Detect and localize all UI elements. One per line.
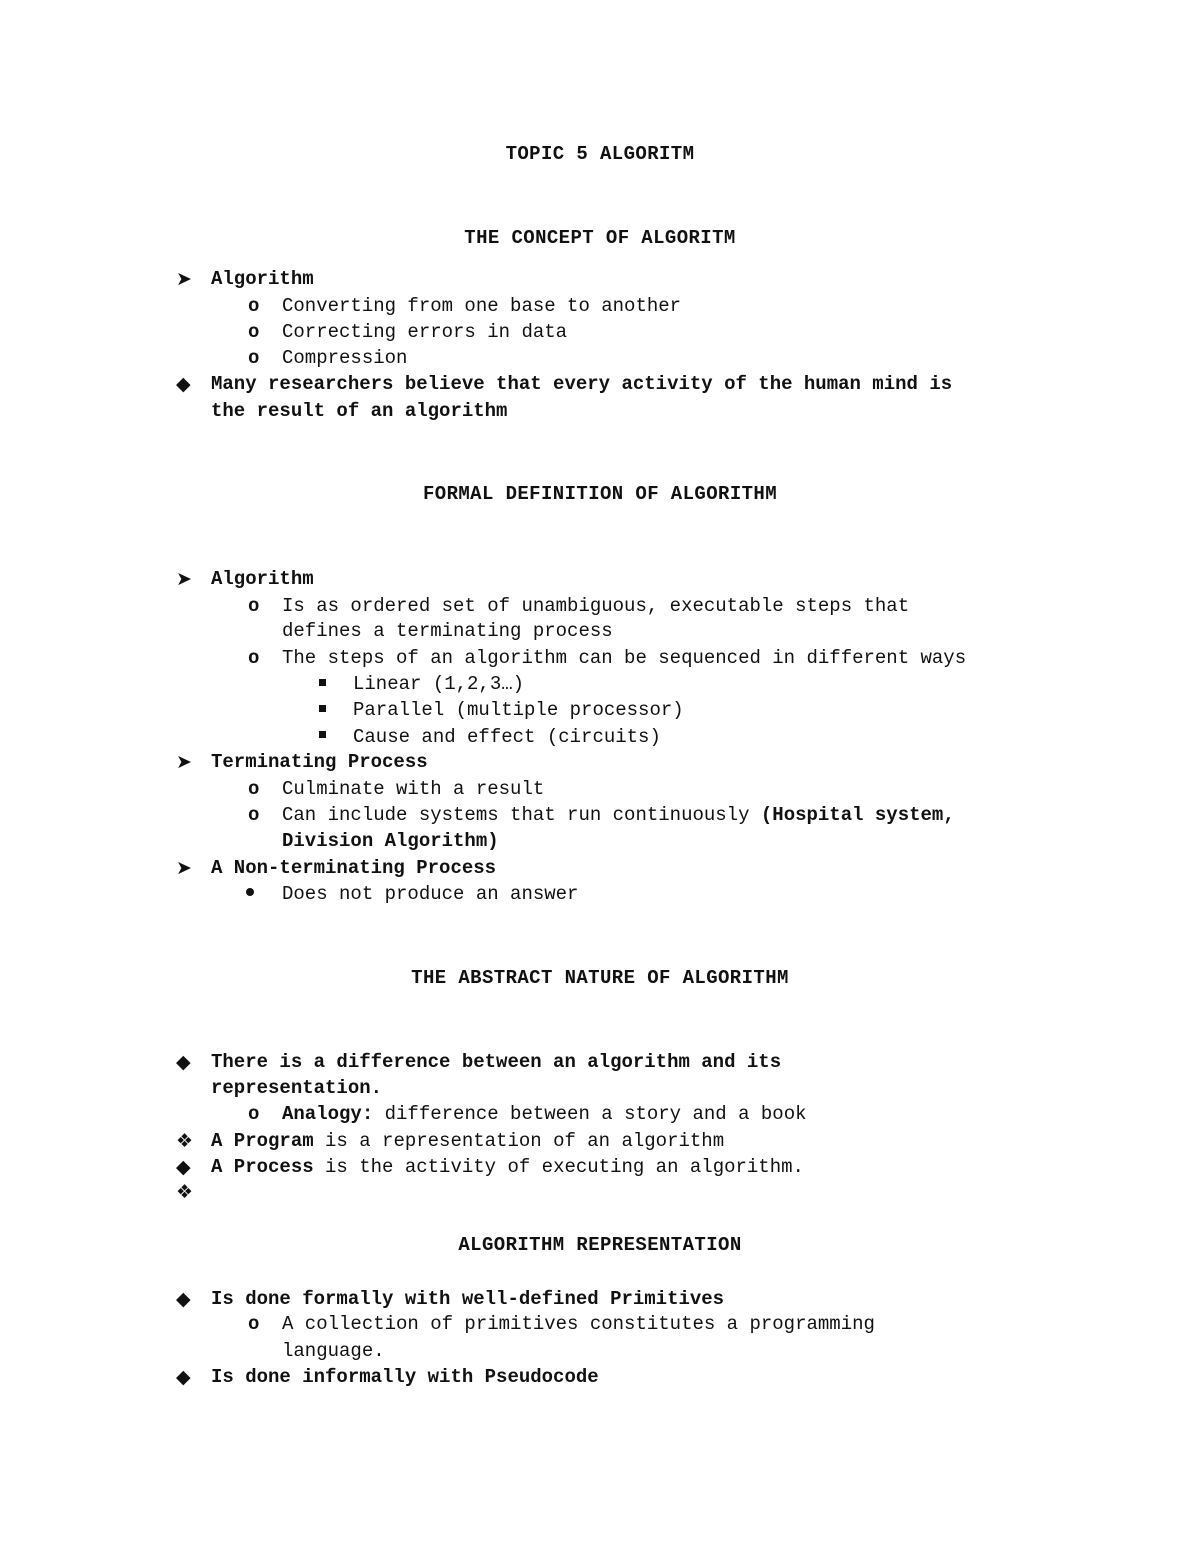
hollow-o-bullet-icon: o (248, 321, 260, 343)
list-item-continuation: Division Algorithm) (282, 830, 499, 852)
list-item: The steps of an algorithm can be sequenced in different ways (282, 647, 967, 669)
arrowhead-bullet-icon: ➤ (176, 568, 192, 590)
statement-line: There is a difference between an algorithm and its (211, 1051, 782, 1073)
statement-emphasis: A Process (211, 1156, 314, 1178)
list-item: Is as ordered set of unambiguous, executable steps that (282, 595, 910, 617)
list-item-continuation: language. (282, 1340, 385, 1362)
section-heading-abstract-nature: THE ABSTRACT NATURE OF ALGORITHM (411, 967, 789, 989)
hollow-o-bullet-icon: o (248, 1313, 260, 1335)
list-item: Does not produce an answer (282, 883, 579, 905)
round-bullet-icon (246, 888, 254, 896)
item-label: Terminating Process (211, 751, 428, 773)
square-bullet-icon (319, 731, 326, 738)
list-item: Parallel (multiple processor) (353, 699, 684, 721)
statement-text: is the activity of executing an algorithm. (325, 1156, 804, 1178)
diamond-bullet-icon: ◆ (176, 1366, 191, 1388)
hollow-o-bullet-icon: o (248, 1103, 260, 1125)
hollow-o-bullet-icon: o (248, 295, 260, 317)
section-heading-concept: THE CONCEPT OF ALGORITM (464, 227, 736, 249)
square-bullet-icon (319, 705, 326, 712)
diamond-bullet-icon: ◆ (176, 373, 191, 395)
list-item-emphasis: Analogy: (282, 1103, 374, 1125)
arrowhead-bullet-icon: ➤ (176, 751, 192, 773)
section-heading-representation: ALGORITHM REPRESENTATION (458, 1234, 742, 1256)
item-label: Algorithm (211, 568, 314, 590)
list-item: Converting from one base to another (282, 295, 682, 317)
statement-line: Many researchers believe that every activity of the human mind is (211, 373, 953, 395)
hollow-o-bullet-icon: o (248, 347, 260, 369)
diamond-bullet-icon: ◆ (176, 1156, 191, 1178)
list-item: Compression (282, 347, 408, 369)
list-item-continuation: defines a terminating process (282, 620, 613, 642)
statement-line: Is done formally with well-defined Primitives (211, 1288, 725, 1310)
arrowhead-bullet-icon: ➤ (176, 857, 192, 879)
diamond-bullet-icon: ◆ (176, 1288, 191, 1310)
hollow-o-bullet-icon: o (248, 595, 260, 617)
hollow-o-bullet-icon: o (248, 778, 260, 800)
item-label: Algorithm (211, 268, 314, 290)
list-item-text: difference between a story and a book (384, 1103, 807, 1125)
list-item (282, 1101, 807, 1127)
four-diamond-bullet-icon: ❖ (176, 1130, 194, 1152)
four-diamond-bullet-icon: ❖ (176, 1181, 194, 1203)
statement-line: representation. (211, 1077, 383, 1099)
hollow-o-bullet-icon: o (248, 804, 260, 826)
diamond-bullet-icon: ◆ (176, 1051, 191, 1073)
hollow-o-bullet-icon: o (248, 647, 260, 669)
square-bullet-icon (319, 679, 326, 686)
list-item-text: Can include systems that run continuously (282, 804, 750, 826)
section-heading-formal-definition: FORMAL DEFINITION OF ALGORITHM (422, 483, 778, 505)
arrowhead-bullet-icon: ➤ (176, 268, 192, 290)
list-item: Correcting errors in data (282, 321, 568, 343)
statement-emphasis: A Program (211, 1130, 314, 1152)
list-item: A collection of primitives constitutes a programming (282, 1313, 875, 1335)
list-item-emphasis: (Hospital system, (760, 804, 955, 826)
list-item: Linear (1,2,3…) (353, 673, 525, 695)
statement-line (211, 1128, 724, 1154)
statement-line (211, 1154, 804, 1180)
list-item: Cause and effect (circuits) (353, 726, 661, 748)
statement-text: is a representation of an algorithm (325, 1130, 725, 1152)
list-item (282, 802, 955, 828)
document-title: TOPIC 5 ALGORITM (505, 143, 695, 165)
statement-line: the result of an algorithm (211, 400, 508, 422)
item-label: A Non-terminating Process (211, 857, 497, 879)
list-item: Culminate with a result (282, 778, 545, 800)
statement-line: Is done informally with Pseudocode (211, 1366, 599, 1388)
